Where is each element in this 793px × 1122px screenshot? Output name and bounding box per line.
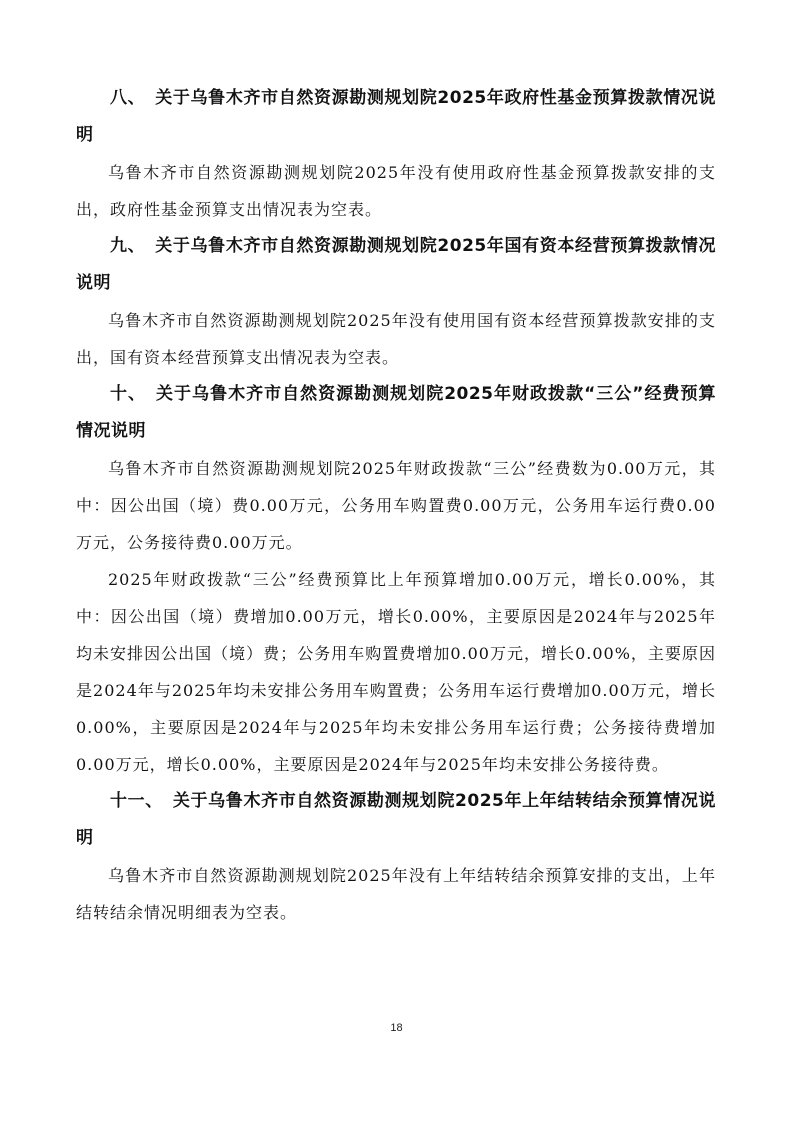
body-paragraph: 乌鲁木齐市自然资源勘测规划院2025年财政拨款“三公”经费数为0.00万元，其中：因公出国（境）费0.00万元，公务用车购置费0.00万元，公务用车运行费0.00万元，公务接待费0.00万元。: [76, 459, 716, 552]
body-paragraph: 乌鲁木齐市自然资源勘测规划院2025年没有使用国有资本经营预算拨款安排的支出，国有资本经营预算支出情况表为空表。: [76, 311, 716, 367]
section-heading: [76, 376, 716, 450]
page-number: 18: [390, 1022, 403, 1034]
section-number: 八、: [110, 88, 146, 108]
section-title: 关于乌鲁木齐市自然资源勘测规划院2025年国有资本经营预算拨款情况说明: [76, 236, 716, 293]
section-title: 关于乌鲁木齐市自然资源勘测规划院2025年上年结转结余预算情况说明: [76, 791, 716, 848]
section-heading: [76, 228, 716, 302]
body-paragraph: 乌鲁木齐市自然资源勘测规划院2025年没有上年结转结余预算安排的支出，上年结转结余情况明细表为空表。: [76, 866, 716, 922]
section-number: 十、: [110, 384, 147, 404]
section-number: 十一、: [110, 791, 163, 811]
section-title: 关于乌鲁木齐市自然资源勘测规划院2025年政府性基金预算拨款情况说明: [76, 88, 716, 145]
section-number: 九、: [110, 236, 146, 256]
body-paragraph: 乌鲁木齐市自然资源勘测规划院2025年没有使用政府性基金预算拨款安排的支出，政府性基金预算支出情况表为空表。: [76, 163, 716, 219]
document-body: [76, 80, 716, 931]
body-paragraph: 2025年财政拨款“三公”经费预算比上年预算增加0.00万元，增长0.00%，其中：因公出国（境）费增加0.00万元，增长0.00%，主要原因是2024年与2025年均未安排因公出国（境）费；公务用车购置费增加0.00万元，增长0.00%，主要原因是2024年与2025年均未安排公务用车购置费；公务用车运行费增加0.00万元，增长0.00%，主要原因是2024年与2025年均未安排公务用车运行费；公务接待费增加0.00万元，增长0.00%，主要原因是2024年与2025年均未安排公务接待费。: [76, 570, 716, 774]
section-title: 关于乌鲁木齐市自然资源勘测规划院2025年财政拨款“三公”经费预算情况说明: [76, 384, 716, 441]
section-heading: [76, 80, 716, 154]
section-heading: [76, 783, 716, 857]
